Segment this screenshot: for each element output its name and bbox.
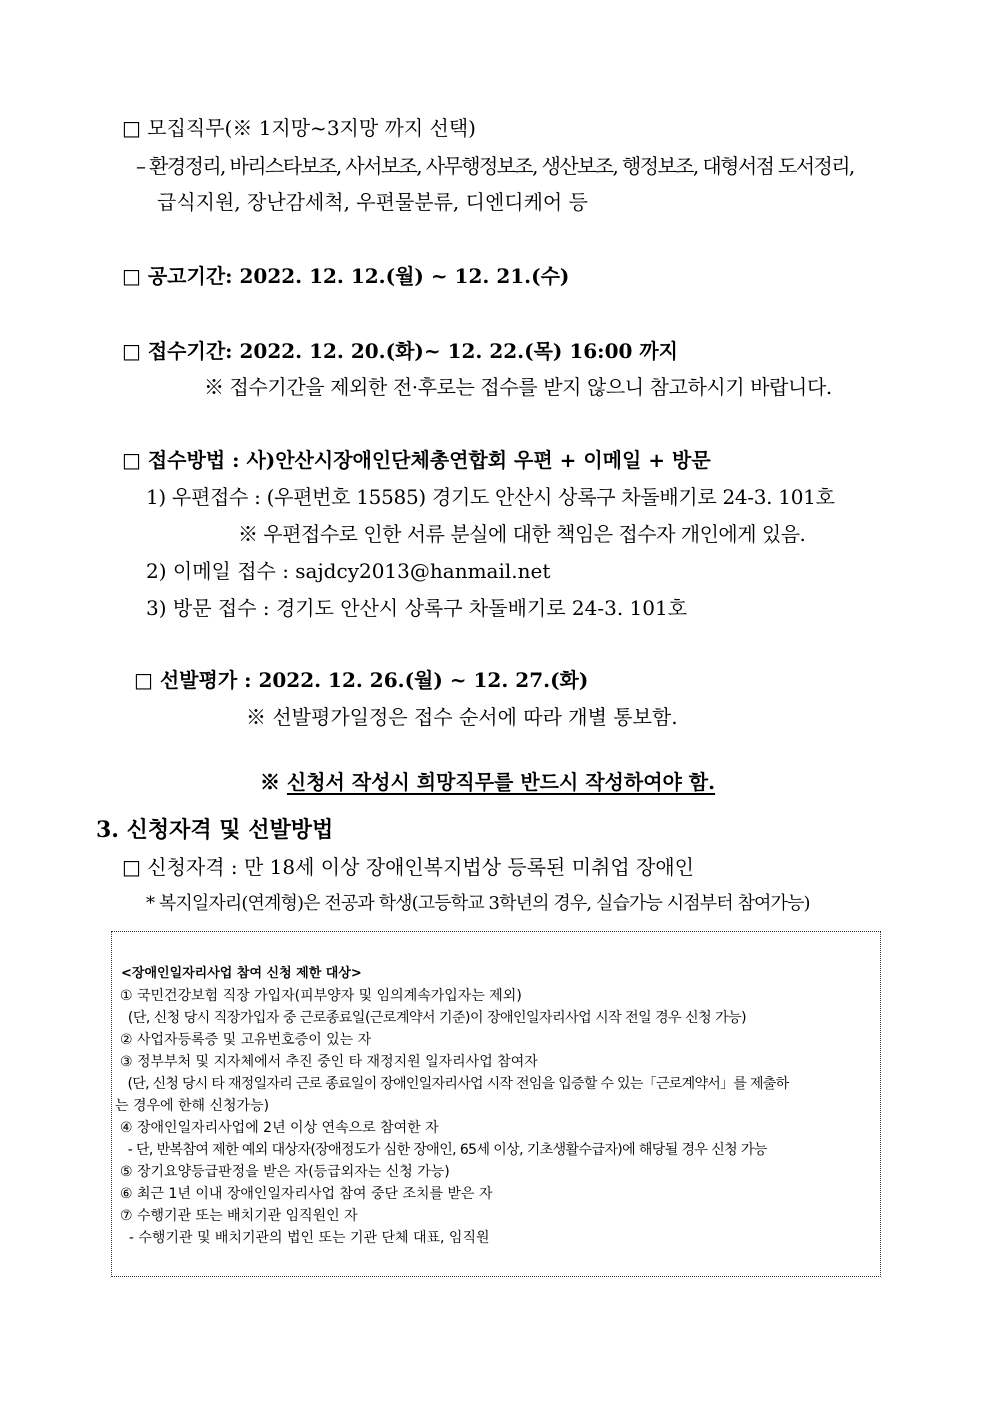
receipt-method-mail-note: ※ 우편접수로 인한 서류 분실에 대한 책임은 접수자 개인에게 있음. bbox=[238, 522, 806, 546]
qualification-note: * 복지일자리(연계형)은 전공과 학생(고등학교 3학년의 경우, 실습가능 시점부터 참여가능) bbox=[146, 893, 810, 914]
restriction-line: (단, 신청 당시 타 재정일자리 근로 종료일이 장애인일자리사업 시작 전임을 입증할 수 있는「근로계약서」를 제출하 bbox=[120, 1076, 789, 1092]
recruit-duties-line2: 급식지원, 장난감세척, 우편물분류, 디엔디케어 등 bbox=[157, 190, 588, 214]
qualification: □ 신청자격 : 만 18세 이상 장애인복지법상 등록된 미취업 장애인 bbox=[122, 855, 694, 879]
recruit-duties-line1: – 환경정리, 바리스타보조, 사서보조, 사무행정보조, 생산보조, 행정보조, 대형서점 도서정리, bbox=[136, 154, 854, 178]
receipt-method-visit: 3) 방문 접수 : 경기도 안산시 상록구 차돌배기로 24-3. 101호 bbox=[146, 596, 688, 620]
selection-note2-mark: ※ bbox=[259, 770, 287, 794]
selection-header: □ 선발평가 : 2022. 12. 26.(월) ~ 12. 27.(화) bbox=[134, 668, 589, 692]
restriction-line: ⑤ 장기요양등급판정을 받은 자(등급외자는 신청 가능) bbox=[120, 1164, 450, 1180]
restriction-line: 는 경우에 한해 신청가능) bbox=[115, 1098, 270, 1114]
receipt-period-note: ※ 접수기간을 제외한 전·후로는 접수를 받지 않으니 참고하시기 바랍니다. bbox=[204, 375, 832, 399]
restriction-box bbox=[111, 931, 881, 1277]
restriction-line: ③ 정부부처 및 지자체에서 추진 중인 타 재정지원 일자리사업 참여자 bbox=[120, 1054, 538, 1070]
recruit-duties-header: □ 모집직무(※ 1지망~3지망 까지 선택) bbox=[122, 116, 476, 140]
restriction-line: ② 사업자등록증 및 고유번호증이 있는 자 bbox=[120, 1032, 372, 1048]
restriction-line: ① 국민건강보험 직장 가입자(피부양자 및 임의계속가입자는 제외) bbox=[120, 988, 522, 1004]
restriction-line: (단, 신청 당시 직장가입자 중 근로종료일(근로계약서 기준)이 장애인일자리사업 시작 전일 경우 신청 가능) bbox=[120, 1010, 747, 1026]
restriction-line: - 수행기관 및 배치기관의 법인 또는 기관 단체 대표, 임직원 bbox=[120, 1230, 490, 1246]
receipt-period-header: □ 접수기간: 2022. 12. 20.(화)~ 12. 22.(목) 16:00 까지 bbox=[122, 339, 679, 363]
notice-period: □ 공고기간: 2022. 12. 12.(월) ~ 12. 21.(수) bbox=[122, 264, 570, 288]
restriction-box-title: <장애인일자리사업 참여 신청 제한 대상> bbox=[121, 966, 362, 981]
selection-note2-text: 신청서 작성시 희망직무를 반드시 작성하여야 함. bbox=[286, 770, 716, 794]
receipt-method-header: □ 접수방법 : 사)안산시장애인단체총연합회 우편 + 이메일 + 방문 bbox=[122, 448, 711, 472]
restriction-line: ⑦ 수행기관 또는 배치기관 임직원인 자 bbox=[120, 1208, 358, 1224]
selection-note2 bbox=[246, 740, 715, 796]
selection-note1: ※ 선발평가일정은 접수 순서에 따라 개별 통보함. bbox=[246, 705, 678, 729]
receipt-method-mail: 1) 우편접수 : (우편번호 15585) 경기도 안산시 상록구 차돌배기로 24-3. 101호 bbox=[146, 485, 835, 509]
section3-title: 3. 신청자격 및 선발방법 bbox=[96, 817, 334, 843]
restriction-line: ④ 장애인일자리사업에 2년 이상 연속으로 참여한 자 bbox=[120, 1120, 439, 1136]
restriction-line: ⑥ 최근 1년 이내 장애인일자리사업 참여 중단 조치를 받은 자 bbox=[120, 1186, 493, 1202]
restriction-line: - 단, 반복참여 제한 예외 대상자(장애정도가 심한 장애인, 65세 이상, 기초생활수급자)에 해당될 경우 신청 가능 bbox=[120, 1142, 767, 1158]
receipt-method-email: 2) 이메일 접수 : sajdcy2013@hanmail.net bbox=[146, 559, 551, 583]
